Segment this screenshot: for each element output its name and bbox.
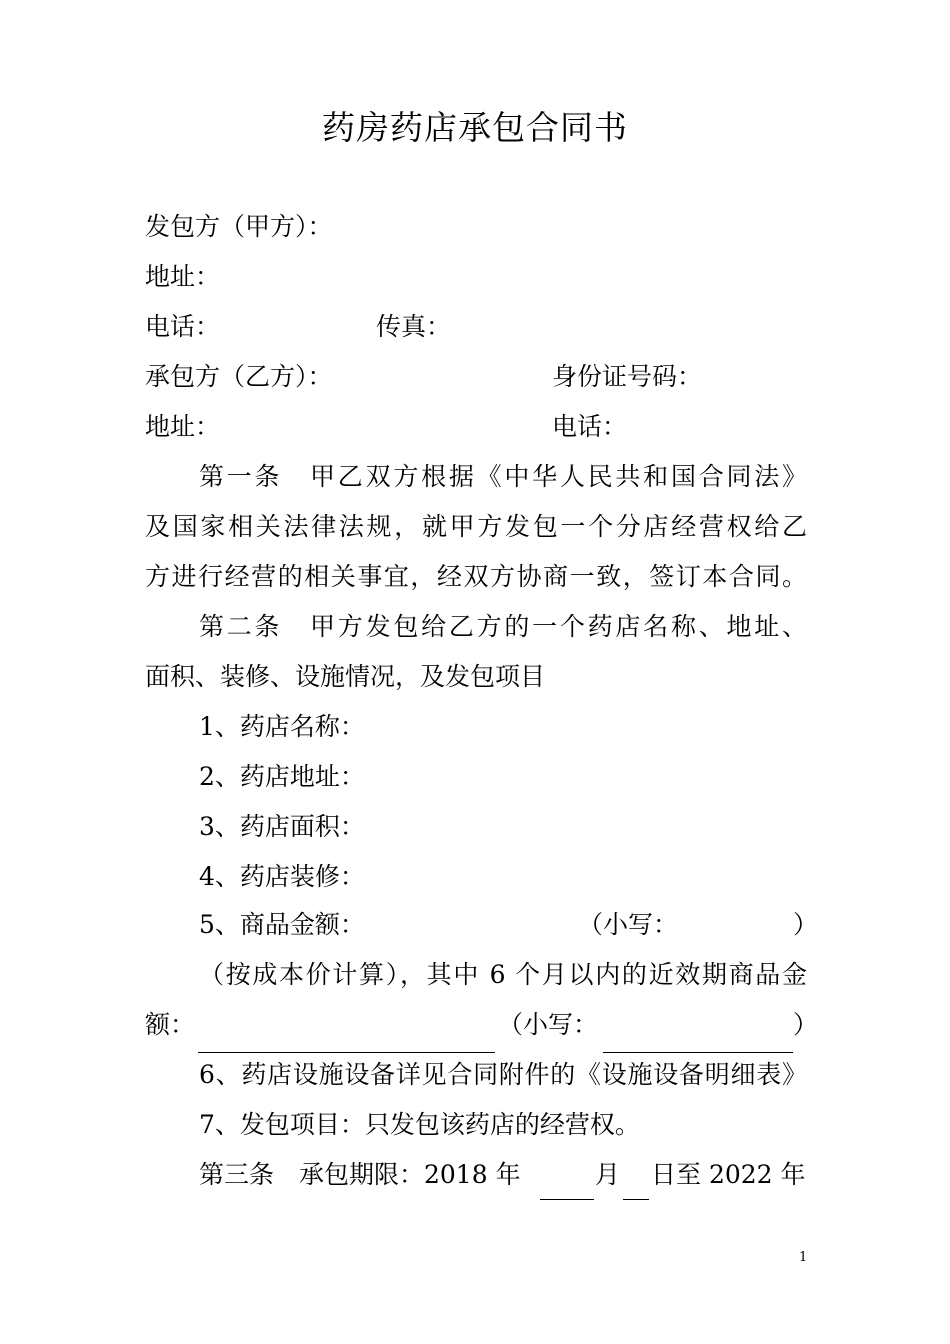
item-contract-scope: 7、发包项目：只发包该药店的经营权。 <box>199 1110 640 1139</box>
party-a-label: 发包方（甲方）： <box>145 212 333 241</box>
party-b-address: 地址： <box>145 412 221 441</box>
item-store-name: 1、药店名称： <box>199 712 365 741</box>
day-blank-underline <box>623 1199 649 1200</box>
item-goods-amount: 5、商品金额： <box>199 910 365 939</box>
party-b-id-number: 身份证号码： <box>552 362 703 391</box>
article2-line2: 面积、装修、设施情况，及发包项目 <box>145 662 546 691</box>
article1-line3: 方进行经营的相关事宜，经双方协商一致，签订本合同。 <box>145 562 807 591</box>
page-number: 1 <box>799 1250 808 1265</box>
item-store-address: 2、药店地址： <box>199 762 365 791</box>
party-a-address: 地址： <box>145 262 221 291</box>
amount-blank-underline <box>198 1052 495 1053</box>
item-goods-amount-close: ） <box>793 910 819 939</box>
month-blank-underline <box>540 1199 594 1200</box>
article3-start: 第三条 承包期限：2018 年 <box>199 1160 521 1189</box>
article2-line1: 第二条 甲方发包给乙方的一个药店名称、地址、 <box>199 612 807 641</box>
item-store-decoration: 4、药店装修： <box>199 862 365 891</box>
item-facilities: 6、药店设施设备详见合同附件的《设施设备明细表》 <box>199 1060 807 1089</box>
article1-line2: 及国家相关法律法规，就甲方发包一个分店经营权给乙 <box>145 512 807 541</box>
party-a-phone: 电话： <box>145 312 221 341</box>
item-goods-cost-note: （按成本价计算），其中 6 个月以内的近效期商品金 <box>199 960 807 989</box>
small-amount-blank-underline <box>603 1052 793 1053</box>
party-a-fax: 传真： <box>376 312 452 341</box>
article1-line1: 第一条 甲乙双方根据《中华人民共和国合同法》 <box>199 462 807 491</box>
page-title: 药房药店承包合同书 <box>322 108 628 147</box>
item-near-expiry-amount: 额： <box>145 1010 196 1039</box>
item-store-area: 3、药店面积： <box>199 812 365 841</box>
item-near-expiry-small: （小写： <box>498 1010 599 1039</box>
item-near-expiry-close: ） <box>793 1010 819 1039</box>
party-b-label: 承包方（乙方）： <box>145 362 333 391</box>
article3-day-to: 日至 2022 年 <box>651 1160 806 1189</box>
party-b-phone: 电话： <box>552 412 628 441</box>
article3-month: 月 <box>595 1160 621 1189</box>
item-goods-amount-small: （小写： <box>578 910 679 939</box>
